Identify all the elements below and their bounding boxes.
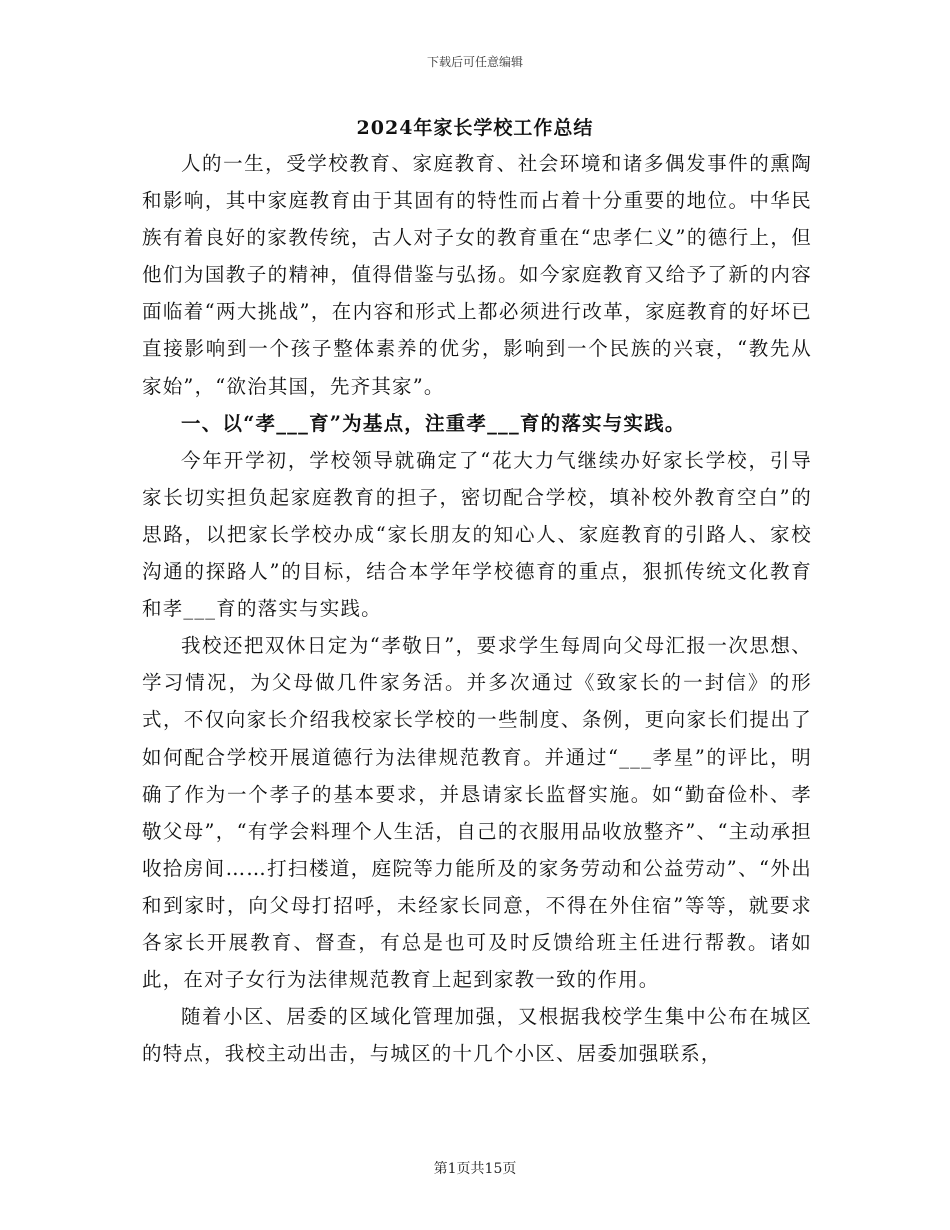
header-note: 下载后可任意编辑: [426, 55, 523, 69]
paragraph-intro: 人的一生，受学校教育、家庭教育、社会环境和诸多偶发事件的熏陶和影响，其中家庭教育由于其固有的特性而占着十分重要的地位。中华民族有着良好的家教传统，古人对子女的教育重在“忠孝仁义”的德行上，但他们为国教子的精神，值得借鉴与弘扬。如今家庭教育又给予了新的内容面临着“两大挑战”，在内容和形式上都必须进行改革，家庭教育的好坏已直接影响到一个孩子整体素养的优劣，影响到一个民族的兴衰，“教先从家始”，“欲治其国，先齐其家”。: [142, 152, 812, 398]
section-heading: 一、以“孝___育”为基点，注重孝___育的落实与实践。: [181, 411, 686, 435]
paragraph-school-plan: 今年开学初，学校领导就确定了“花大力气继续办好家长学校，引导家长切实担负起家庭教育的担子，密切配合学校，填补校外教育空白”的思路，以把家长学校办成“家长朋友的知心人、家庭教育的引路人、家校沟通的探路人”的目标，结合本学年学校德育的重点，狠抓传统文化教育和孝___育的落实与实践。: [142, 448, 812, 621]
document-body: [142, 145, 812, 1072]
page-footer: 第1页共15页: [433, 1161, 517, 1177]
paragraph-respect-day: 我校还把双休日定为“孝敬日”，要求学生每周向父母汇报一次思想、学习情况，为父母做几件家务活。并多次通过《致家长的一封信》的形式，不仅向家长介绍我校家长学校的一些制度、条例，更向家长们提出了如何配合学校开展道德行为法律规范教育。并通过“___孝星”的评比，明确了作为一个孝子的基本要求，并恳请家长监督实施。如“勤奋俭朴、孝敬父母”，“有学会料理个人生活，自己的衣服用品收放整齐”、“主动承担收拾房间……打扫楼道，庭院等力能所及的家务劳动和公益劳动”、“外出和到家时，向父母打招呼，未经家长同意，不得在外住宿”等等，就要求各家长开展教育、督查，有总是也可及时反馈给班主任进行帮教。诸如此，在对子女行为法律规范教育上起到家教一致的作用。: [142, 634, 812, 992]
document-title: 2024年家长学校工作总结: [356, 117, 594, 139]
paragraph-community: 随着小区、居委的区域化管理加强，又根据我校学生集中公布在城区的特点，我校主动出击，与城区的十几个小区、居委加强联系，: [142, 1005, 812, 1066]
